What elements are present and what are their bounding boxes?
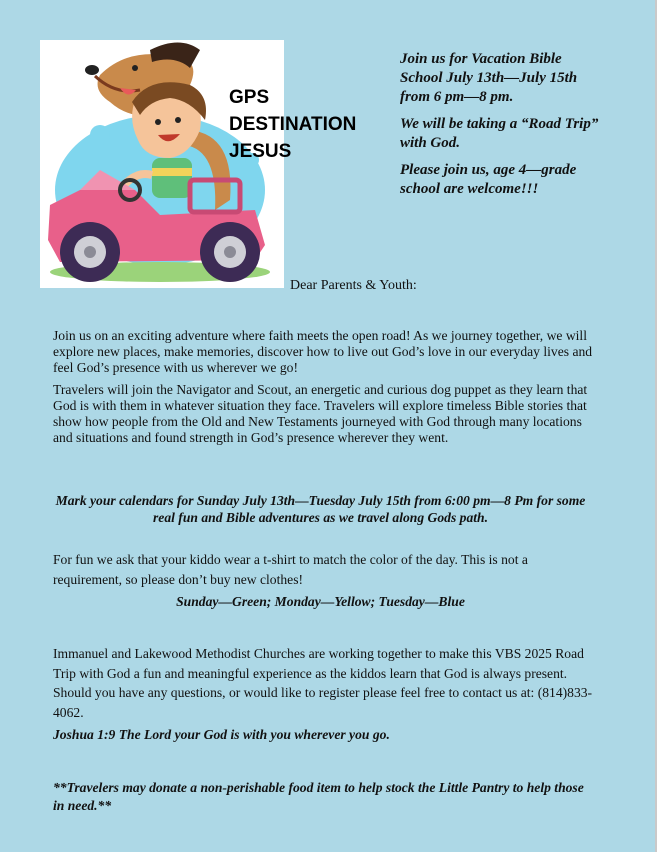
tshirt-paragraph: [53, 550, 593, 590]
intro-text: Join us on an exciting adventure where faith meets the open road! As we journey together, we will explore new places, make memories, discover how to live out God’s love in our everyday lives and feel God’s presence with us wherever we go!: [53, 328, 593, 375]
flyer-title: [229, 84, 399, 165]
pantry-note: **Travelers may donate a non-perishable food item to help stock the Little Pantry to help those in need.**: [53, 780, 584, 813]
churches-text: Immanuel and Lakewood Methodist Churches are working together to make this VBS 2025 Road Trip with God a fun and meaningful experience as the kiddos learn that God is always present. Should you have any questions, or would like to register please feel free to contact us at: (814)833-4062.: [53, 646, 593, 720]
bible-verse: Joshua 1:9 The Lord your God is with you wherever you go.: [53, 727, 390, 742]
calendar-note: Mark your calendars for Sunday July 13th—Tuesday July 15th from 6:00 pm—8 Pm for some real fun and Bible adventures as we travel along Gods path.: [55, 493, 586, 525]
title-line: GPS: [229, 87, 270, 108]
event-theme: We will be taking a “Road Trip” with God.: [400, 116, 599, 151]
event-ages: Please join us, age 4—grade school are welcome!!!: [400, 162, 577, 197]
travelers-text: Travelers will join the Navigator and Scout, an energetic and curious dog puppet as they learn that God is with them in whatever situation they face. Travelers will explore timeless Bible stories that show how people from the Old and New Testaments journeyed with God through many locations and situations and found strength in God’s presence wherever they went.: [53, 382, 588, 445]
event-info: [400, 50, 600, 207]
greeting: Dear Parents & Youth:: [290, 278, 417, 293]
travelers-paragraph: [53, 382, 593, 446]
title-line: DESTINATION: [229, 114, 357, 135]
churches-paragraph: [53, 644, 593, 722]
tshirt-text: For fun we ask that your kiddo wear a t-shirt to match the color of the day. This is not a requirement, so please don’t buy new clothes!: [53, 552, 528, 587]
day-colors: Sunday—Green; Monday—Yellow; Tuesday—Blue: [176, 594, 465, 609]
intro-paragraph: [53, 328, 593, 376]
title-line: JESUS: [229, 141, 292, 162]
event-dates: Join us for Vacation Bible School July 13th—July 15th from 6 pm—8 pm.: [400, 51, 578, 105]
